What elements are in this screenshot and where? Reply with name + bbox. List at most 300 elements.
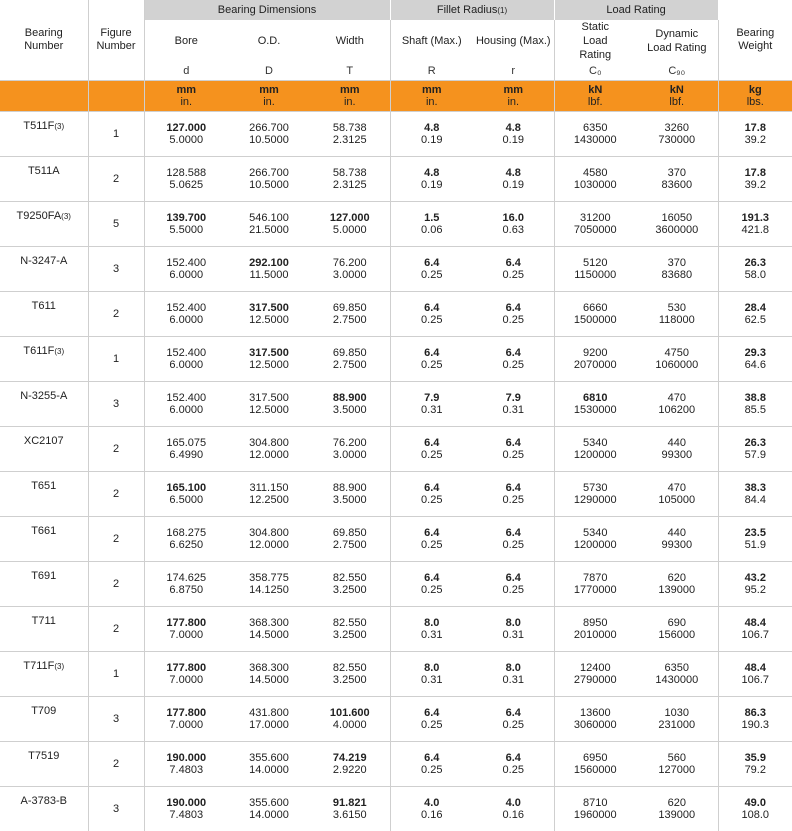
shaft-radius (390, 292, 473, 337)
header-od: O.D. (228, 20, 310, 62)
housing-radius-metric: 6.4 (473, 752, 554, 764)
width-value (310, 292, 390, 337)
dynamic-load-rating (636, 382, 718, 427)
symbol-R: R (390, 62, 473, 81)
header-width: Width (310, 20, 390, 62)
static-load-rating-metric: 6350 (555, 122, 637, 134)
symbol-D: D (228, 62, 310, 81)
symbol-c0: C₀ (554, 62, 636, 81)
figure-number: 3 (88, 697, 144, 742)
housing-radius-imperial: 0.31 (473, 404, 554, 416)
bearing-weight-metric: 29.3 (719, 347, 792, 359)
dynamic-load-rating-imperial: 231000 (636, 719, 718, 731)
static-load-rating-imperial: 7050000 (555, 224, 637, 236)
bore-value (144, 382, 228, 427)
static-load-rating (554, 382, 636, 427)
static-load-rating-imperial: 1150000 (555, 269, 637, 281)
figure-number: 2 (88, 742, 144, 787)
bore-value (144, 157, 228, 202)
shaft-radius-imperial: 0.16 (391, 809, 474, 821)
static-load-rating-metric: 31200 (555, 212, 637, 224)
width-value-metric: 69.850 (310, 347, 390, 359)
width-value-metric: 82.550 (310, 662, 390, 674)
bore-value (144, 652, 228, 697)
shaft-radius (390, 382, 473, 427)
bearing-weight-metric: 38.3 (719, 482, 792, 494)
bearing-weight (718, 337, 792, 382)
shaft-radius-metric: 6.4 (391, 527, 474, 539)
unit-metric: mm (391, 84, 474, 96)
header-bearing-weight: Bearing Weight (718, 0, 792, 81)
width-value (310, 112, 390, 157)
housing-radius (473, 112, 554, 157)
static-load-rating-imperial: 1770000 (555, 584, 637, 596)
bore-value-metric: 165.100 (145, 482, 229, 494)
bearing-weight-metric: 17.8 (719, 167, 792, 179)
bore-value (144, 112, 228, 157)
od-value-imperial: 14.0000 (228, 764, 310, 776)
static-load-rating (554, 472, 636, 517)
header-bearing-dimensions: Bearing Dimensions (144, 0, 390, 20)
housing-radius (473, 202, 554, 247)
designation: T511F (23, 120, 54, 132)
bore-value (144, 787, 228, 831)
width-value (310, 517, 390, 562)
shaft-radius-metric: 6.4 (391, 437, 474, 449)
dynamic-load-rating-imperial: 106200 (636, 404, 718, 416)
bearing-weight (718, 517, 792, 562)
housing-radius-imperial: 0.25 (473, 719, 554, 731)
od-value-metric: 311.150 (228, 482, 310, 494)
figure-number: 1 (88, 112, 144, 157)
housing-radius-metric: 4.8 (473, 122, 554, 134)
bore-value (144, 337, 228, 382)
bearing-weight-metric: 49.0 (719, 797, 792, 809)
bearing-weight-imperial: 51.9 (719, 539, 792, 551)
units-od (228, 81, 310, 112)
designation: T651 (31, 480, 56, 492)
symbol-d: d (144, 62, 228, 81)
figure-number: 2 (88, 607, 144, 652)
shaft-radius-imperial: 0.25 (391, 584, 474, 596)
od-value (228, 607, 310, 652)
units-row (0, 81, 792, 112)
figure-number: 2 (88, 292, 144, 337)
table-row (0, 157, 792, 202)
dynamic-load-rating-imperial: 139000 (636, 584, 718, 596)
bore-value (144, 742, 228, 787)
housing-radius-metric: 6.4 (473, 437, 554, 449)
designation: N-3255-A (20, 390, 67, 402)
unit-imperial: lbs. (719, 96, 792, 108)
od-value-metric: 355.600 (228, 797, 310, 809)
housing-radius-imperial: 0.31 (473, 629, 554, 641)
width-value-metric: 88.900 (310, 482, 390, 494)
table-row (0, 202, 792, 247)
table-row (0, 382, 792, 427)
width-value-metric: 127.000 (310, 212, 390, 224)
figure-number: 1 (88, 652, 144, 697)
designation-cell (0, 202, 88, 247)
bore-value-metric: 128.588 (145, 167, 229, 179)
designation-cell (0, 247, 88, 292)
designation-cell (0, 517, 88, 562)
figure-number: 2 (88, 157, 144, 202)
width-value (310, 652, 390, 697)
table-row (0, 742, 792, 787)
width-value-imperial: 2.7500 (310, 539, 390, 551)
shaft-radius-metric: 6.4 (391, 302, 474, 314)
bore-value-imperial: 7.0000 (145, 719, 229, 731)
dynamic-load-rating (636, 562, 718, 607)
housing-radius-imperial: 0.19 (473, 179, 554, 191)
static-load-rating-metric: 6950 (555, 752, 637, 764)
units-empty-figure (88, 81, 144, 112)
shaft-radius (390, 472, 473, 517)
dynamic-load-rating (636, 292, 718, 337)
bore-value-metric: 177.800 (145, 617, 229, 629)
shaft-radius (390, 517, 473, 562)
static-load-rating (554, 427, 636, 472)
width-value (310, 337, 390, 382)
designation: T611F (23, 345, 54, 357)
od-value (228, 472, 310, 517)
bore-value-metric: 152.400 (145, 302, 229, 314)
od-value-metric: 292.100 (228, 257, 310, 269)
static-load-rating-imperial: 2790000 (555, 674, 637, 686)
od-value-metric: 317.500 (228, 347, 310, 359)
shaft-radius-metric: 4.0 (391, 797, 474, 809)
od-value (228, 787, 310, 831)
static-load-rating-imperial: 3060000 (555, 719, 637, 731)
dynamic-load-rating-metric: 620 (636, 572, 718, 584)
units-housing (473, 81, 554, 112)
unit-imperial: lbf. (636, 96, 718, 108)
designation: T691 (31, 570, 56, 582)
static-load-rating (554, 607, 636, 652)
bore-value-metric: 165.075 (145, 437, 229, 449)
od-value (228, 697, 310, 742)
header-housing: Housing (Max.) (473, 20, 554, 62)
bearing-weight-imperial: 95.2 (719, 584, 792, 596)
figure-number: 2 (88, 472, 144, 517)
header-figure-number: Figure Number (88, 0, 144, 81)
units-dynamic (636, 81, 718, 112)
od-value-imperial: 12.5000 (228, 314, 310, 326)
static-load-rating (554, 292, 636, 337)
dynamic-load-rating-imperial: 139000 (636, 809, 718, 821)
width-value-metric: 91.821 (310, 797, 390, 809)
shaft-radius (390, 202, 473, 247)
bearing-weight-metric: 26.3 (719, 437, 792, 449)
bore-value-imperial: 6.0000 (145, 359, 229, 371)
static-load-rating-imperial: 1960000 (555, 809, 637, 821)
width-value-metric: 76.200 (310, 257, 390, 269)
unit-metric: mm (228, 84, 310, 96)
table-row (0, 607, 792, 652)
bearing-weight (718, 697, 792, 742)
shaft-radius-metric: 6.4 (391, 707, 474, 719)
shaft-radius-imperial: 0.25 (391, 359, 474, 371)
shaft-radius-metric: 4.8 (391, 167, 474, 179)
width-value-metric: 58.738 (310, 122, 390, 134)
bearing-weight-imperial: 106.7 (719, 629, 792, 641)
od-value-metric: 304.800 (228, 527, 310, 539)
bearing-weight-imperial: 39.2 (719, 134, 792, 146)
static-load-rating (554, 652, 636, 697)
bearing-weight (718, 292, 792, 337)
units-shaft (390, 81, 473, 112)
table-row (0, 427, 792, 472)
table-row (0, 517, 792, 562)
designation-cell (0, 382, 88, 427)
width-value-metric: 101.600 (310, 707, 390, 719)
dynamic-load-rating-metric: 620 (636, 797, 718, 809)
designation-cell (0, 472, 88, 517)
figure-number: 3 (88, 247, 144, 292)
bearing-weight-metric: 35.9 (719, 752, 792, 764)
static-load-rating (554, 517, 636, 562)
dynamic-load-rating-imperial: 83680 (636, 269, 718, 281)
dynamic-load-rating-metric: 440 (636, 437, 718, 449)
bearing-weight-imperial: 79.2 (719, 764, 792, 776)
shaft-radius-metric: 4.8 (391, 122, 474, 134)
bore-value-imperial: 6.5000 (145, 494, 229, 506)
bearing-weight-imperial: 57.9 (719, 449, 792, 461)
width-value-imperial: 3.5000 (310, 404, 390, 416)
dynamic-load-rating-metric: 6350 (636, 662, 718, 674)
width-value-imperial: 3.0000 (310, 269, 390, 281)
dynamic-load-rating (636, 652, 718, 697)
header-static: Static Load Rating (554, 20, 636, 62)
table-row (0, 337, 792, 382)
bearing-weight (718, 247, 792, 292)
static-load-rating (554, 742, 636, 787)
width-value (310, 607, 390, 652)
shaft-radius-metric: 1.5 (391, 212, 474, 224)
table-row (0, 652, 792, 697)
designation-cell (0, 337, 88, 382)
dynamic-load-rating-metric: 530 (636, 302, 718, 314)
dynamic-load-rating-imperial: 730000 (636, 134, 718, 146)
bore-value-metric: 168.275 (145, 527, 229, 539)
od-value-imperial: 11.5000 (228, 269, 310, 281)
width-value (310, 472, 390, 517)
bearing-weight-metric: 38.8 (719, 392, 792, 404)
symbol-c90: C₉₀ (636, 62, 718, 81)
figure-number: 5 (88, 202, 144, 247)
designation-cell (0, 742, 88, 787)
housing-radius (473, 337, 554, 382)
fillet-radius-note: (1) (497, 6, 507, 15)
table-row (0, 472, 792, 517)
static-load-rating (554, 157, 636, 202)
designation: T511A (28, 165, 60, 177)
housing-radius-metric: 6.4 (473, 572, 554, 584)
od-value-imperial: 12.2500 (228, 494, 310, 506)
dynamic-load-rating-imperial: 3600000 (636, 224, 718, 236)
shaft-radius (390, 562, 473, 607)
units-width (310, 81, 390, 112)
static-load-rating-metric: 5340 (555, 437, 637, 449)
shaft-radius-imperial: 0.25 (391, 494, 474, 506)
od-value-metric: 431.800 (228, 707, 310, 719)
static-load-rating-metric: 12400 (555, 662, 637, 674)
housing-radius-metric: 6.4 (473, 527, 554, 539)
od-value (228, 742, 310, 787)
width-value-metric: 76.200 (310, 437, 390, 449)
designation-cell (0, 157, 88, 202)
bearing-weight-metric: 17.8 (719, 122, 792, 134)
bearing-weight (718, 427, 792, 472)
housing-radius (473, 607, 554, 652)
bore-value (144, 472, 228, 517)
dynamic-load-rating-imperial: 99300 (636, 539, 718, 551)
static-load-rating-metric: 8950 (555, 617, 637, 629)
bore-value-imperial: 6.6250 (145, 539, 229, 551)
housing-radius-imperial: 0.25 (473, 314, 554, 326)
shaft-radius-metric: 7.9 (391, 392, 474, 404)
static-load-rating-imperial: 1200000 (555, 449, 637, 461)
od-value-imperial: 21.5000 (228, 224, 310, 236)
width-value-imperial: 2.9220 (310, 764, 390, 776)
designation-cell (0, 787, 88, 831)
units-bore (144, 81, 228, 112)
housing-radius (473, 427, 554, 472)
width-value (310, 697, 390, 742)
bore-value (144, 247, 228, 292)
dynamic-load-rating-metric: 560 (636, 752, 718, 764)
static-load-rating-imperial: 1030000 (555, 179, 637, 191)
shaft-radius-imperial: 0.31 (391, 629, 474, 641)
dynamic-load-rating (636, 472, 718, 517)
od-value-imperial: 12.0000 (228, 449, 310, 461)
housing-radius-metric: 8.0 (473, 662, 554, 674)
dynamic-load-rating-metric: 16050 (636, 212, 718, 224)
figure-number: 1 (88, 337, 144, 382)
static-load-rating (554, 787, 636, 831)
housing-radius-metric: 6.4 (473, 302, 554, 314)
bore-value-imperial: 6.0000 (145, 269, 229, 281)
dynamic-load-rating (636, 247, 718, 292)
static-load-rating (554, 562, 636, 607)
units-weight (718, 81, 792, 112)
bearing-weight-imperial: 62.5 (719, 314, 792, 326)
width-value-imperial: 3.2500 (310, 629, 390, 641)
dynamic-load-rating-metric: 3260 (636, 122, 718, 134)
dynamic-load-rating-metric: 370 (636, 257, 718, 269)
dynamic-load-rating-imperial: 105000 (636, 494, 718, 506)
shaft-radius-imperial: 0.25 (391, 449, 474, 461)
width-value-metric: 74.219 (310, 752, 390, 764)
od-value-imperial: 14.5000 (228, 629, 310, 641)
od-value-imperial: 14.0000 (228, 809, 310, 821)
designation: T709 (31, 705, 56, 717)
bearing-weight (718, 157, 792, 202)
unit-metric: mm (310, 84, 390, 96)
designation-note: (3) (54, 122, 64, 131)
housing-radius-metric: 6.4 (473, 482, 554, 494)
od-value-imperial: 10.5000 (228, 179, 310, 191)
shaft-radius-imperial: 0.19 (391, 134, 474, 146)
dynamic-load-rating-metric: 440 (636, 527, 718, 539)
od-value (228, 202, 310, 247)
dynamic-load-rating-metric: 4750 (636, 347, 718, 359)
designation-note: (3) (54, 347, 64, 356)
od-value-imperial: 17.0000 (228, 719, 310, 731)
dynamic-load-rating-imperial: 156000 (636, 629, 718, 641)
static-load-rating-metric: 6660 (555, 302, 637, 314)
width-value-imperial: 3.6150 (310, 809, 390, 821)
od-value-metric: 266.700 (228, 167, 310, 179)
shaft-radius-imperial: 0.25 (391, 764, 474, 776)
dynamic-load-rating (636, 337, 718, 382)
shaft-radius (390, 652, 473, 697)
housing-radius-imperial: 0.25 (473, 539, 554, 551)
shaft-radius (390, 112, 473, 157)
unit-metric: kN (555, 84, 637, 96)
static-load-rating-imperial: 1560000 (555, 764, 637, 776)
bearing-weight-metric: 191.3 (719, 212, 792, 224)
bore-value-imperial: 5.0000 (145, 134, 229, 146)
housing-radius-metric: 4.0 (473, 797, 554, 809)
unit-metric: kg (719, 84, 792, 96)
static-load-rating-metric: 5120 (555, 257, 637, 269)
unit-metric: mm (145, 84, 229, 96)
width-value-metric: 88.900 (310, 392, 390, 404)
od-value-metric: 304.800 (228, 437, 310, 449)
od-value-imperial: 12.0000 (228, 539, 310, 551)
od-value-metric: 358.775 (228, 572, 310, 584)
dynamic-load-rating-imperial: 1060000 (636, 359, 718, 371)
dynamic-load-rating-imperial: 99300 (636, 449, 718, 461)
bore-value (144, 517, 228, 562)
bore-value-metric: 139.700 (145, 212, 229, 224)
bore-value (144, 607, 228, 652)
table-row (0, 112, 792, 157)
width-value-imperial: 4.0000 (310, 719, 390, 731)
width-value (310, 742, 390, 787)
od-value-metric: 368.300 (228, 617, 310, 629)
dynamic-load-rating (636, 742, 718, 787)
designation: T661 (31, 525, 56, 537)
housing-radius-imperial: 0.25 (473, 359, 554, 371)
static-load-rating-imperial: 2070000 (555, 359, 637, 371)
units-static (554, 81, 636, 112)
bearing-weight-metric: 48.4 (719, 617, 792, 629)
table-row (0, 787, 792, 831)
housing-radius-metric: 6.4 (473, 707, 554, 719)
header-load-rating: Load Rating (554, 0, 718, 20)
housing-radius (473, 472, 554, 517)
od-value-imperial: 14.5000 (228, 674, 310, 686)
width-value-imperial: 3.2500 (310, 674, 390, 686)
housing-radius-imperial: 0.16 (473, 809, 554, 821)
static-load-rating-imperial: 1200000 (555, 539, 637, 551)
od-value (228, 652, 310, 697)
designation: A-3783-B (21, 795, 67, 807)
bearing-weight-metric: 48.4 (719, 662, 792, 674)
bore-value-imperial: 7.0000 (145, 629, 229, 641)
dynamic-load-rating (636, 112, 718, 157)
static-load-rating-metric: 4580 (555, 167, 637, 179)
header-bore: Bore (144, 20, 228, 62)
bore-value (144, 427, 228, 472)
od-value (228, 517, 310, 562)
width-value-imperial: 3.5000 (310, 494, 390, 506)
shaft-radius-imperial: 0.06 (391, 224, 474, 236)
housing-radius (473, 292, 554, 337)
